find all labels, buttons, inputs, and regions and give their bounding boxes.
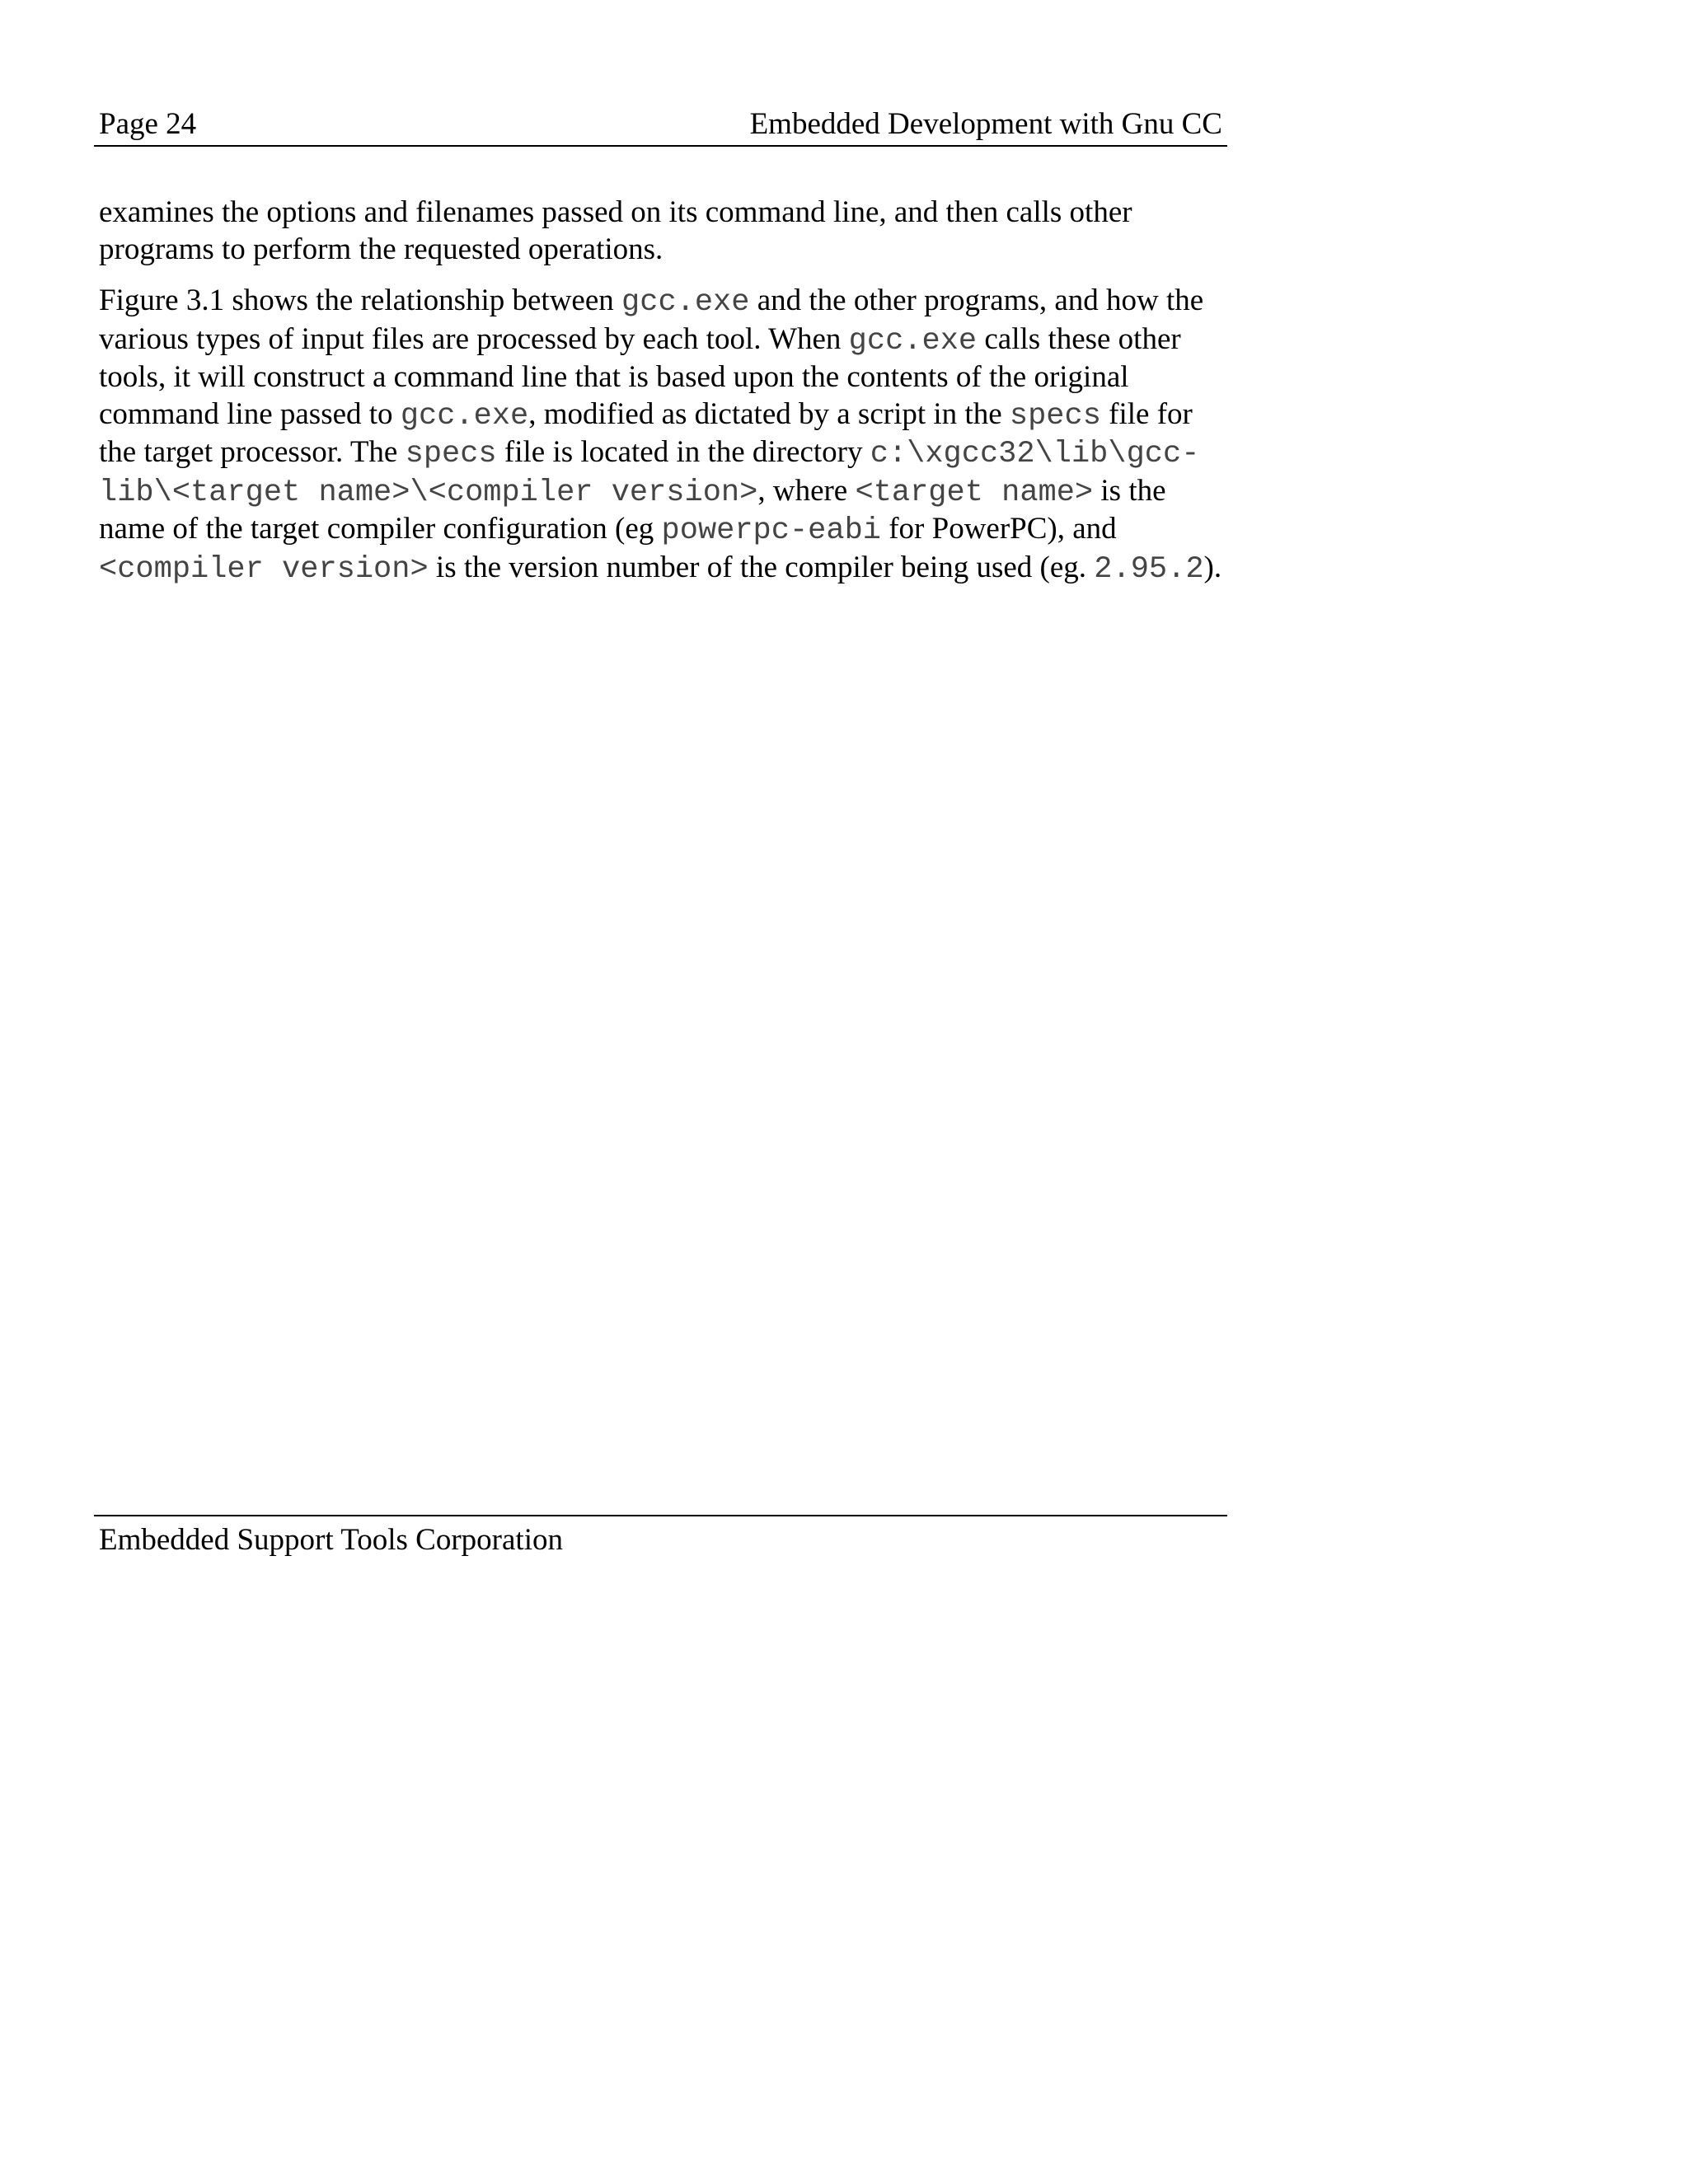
code-version-number: 2.95.2: [1094, 551, 1204, 587]
text-run: and the other programs, and how the various types of input files are processed by each tool. When: [99, 284, 1204, 356]
text-run: ).: [1203, 550, 1222, 584]
code-specs: specs: [405, 437, 497, 471]
text-run: , modified as dictated by a script in the: [528, 396, 1010, 431]
code-directory-path: c:\xgcc32\lib\gcc-lib\<target name>\<compiler version>: [99, 437, 1200, 510]
document-title: Embedded Development with Gnu CC: [749, 107, 1222, 141]
text-run: is the version number of the compiler being used (eg.: [428, 550, 1095, 584]
code-gcc-exe: gcc.exe: [848, 323, 978, 359]
text-run: file is located in the directory: [496, 435, 870, 469]
code-gcc-exe: gcc.exe: [621, 285, 750, 320]
paragraph-2: [99, 283, 1235, 588]
text-run: is the name of the target compiler configuration (eg: [99, 473, 1166, 546]
page-number: Page 24: [99, 107, 197, 141]
paragraph-1: [99, 194, 1235, 268]
text-run: for PowerPC), and: [880, 512, 1117, 546]
text-run: Figure 3.1 shows the relationship between: [99, 284, 622, 317]
page-header: [94, 104, 1227, 147]
code-compiler-version: <compiler version>: [99, 551, 429, 587]
text-run: , where: [757, 473, 856, 508]
code-powerpc-eabi: powerpc-eabi: [661, 513, 881, 548]
paragraph-1-text: examines the options and filenames passed on its command line, and then calls other programs to perform the requested operations.: [99, 195, 1132, 266]
code-specs: specs: [1009, 398, 1101, 434]
text-run: calls these other tools, it will construct a command line that is based upon the contents of the original command line passed to: [99, 321, 1181, 431]
code-target-name: <target name>: [855, 475, 1094, 510]
code-gcc-exe: gcc.exe: [400, 398, 529, 434]
company-name: Embedded Support Tools Corporation: [99, 1523, 563, 1557]
page-footer: [94, 1515, 1227, 1557]
body-text: [99, 194, 1235, 602]
text-run: file for the target processor. The: [99, 396, 1193, 469]
